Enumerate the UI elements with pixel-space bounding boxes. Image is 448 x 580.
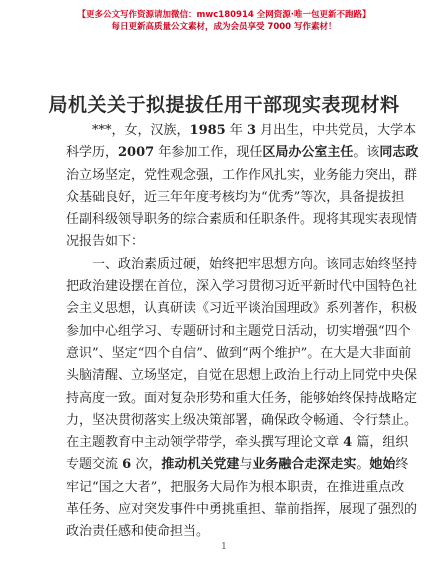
text-run: 月出生，中共党员，大学本 bbox=[256, 123, 417, 138]
bold-text: 2007 bbox=[118, 145, 155, 161]
bold-text: 她始 bbox=[369, 457, 396, 473]
bold-text: 区局办公室主任 bbox=[262, 145, 354, 161]
text-run: 革任务、应对突发事件中勇挑重担、靠前指挥，展现了强烈的 bbox=[66, 502, 418, 518]
bold-text: 推动机关党建 bbox=[161, 457, 240, 473]
paragraph bbox=[66, 120, 419, 254]
text-run: 意识”、坚定“四个自信”、做到“两个维护”。在大是大非面前 bbox=[66, 345, 412, 361]
text-line bbox=[66, 477, 405, 499]
text-line bbox=[66, 499, 418, 521]
text-run: ***，女，汉族， bbox=[92, 123, 190, 138]
text-run: 专题交流 bbox=[66, 457, 123, 473]
text-run: 。该 bbox=[353, 145, 380, 161]
indent bbox=[66, 123, 92, 138]
text-run: 。 bbox=[356, 457, 370, 473]
page-number: 1 bbox=[221, 542, 227, 552]
text-line bbox=[66, 343, 412, 365]
paragraph bbox=[66, 254, 418, 544]
text-line bbox=[66, 187, 405, 209]
text-run: 在主题教育中主动领学带学，牵头撰写理论文章 bbox=[66, 435, 344, 451]
text-run: 与 bbox=[239, 457, 253, 473]
text-run: 持高度一致。面对复杂形势和重大任务，能够始终保持战略定 bbox=[66, 390, 418, 406]
text-line bbox=[66, 298, 418, 320]
bold-text: 1985 bbox=[189, 123, 226, 138]
text-line bbox=[66, 231, 386, 253]
text-run: 况报告如下： bbox=[66, 234, 145, 250]
text-line bbox=[66, 276, 418, 298]
text-line bbox=[66, 321, 411, 343]
text-line bbox=[66, 410, 418, 432]
text-run: 把政治建设摆在首位，深入学习贯彻习近平新时代中国特色社 bbox=[66, 279, 418, 295]
document-body bbox=[66, 120, 419, 544]
text-run: 终 bbox=[395, 457, 409, 473]
document-title: 局机关关于拟提拔任用干部现实表现材料 bbox=[48, 94, 400, 116]
text-line bbox=[66, 388, 418, 410]
text-run: 会主义思想，认真研读《习近平谈治国理政》系列著作，积极 bbox=[66, 301, 418, 317]
text-line bbox=[66, 365, 418, 387]
text-run: 年 bbox=[225, 123, 247, 138]
text-line bbox=[66, 120, 417, 142]
bold-text: 同志政 bbox=[379, 145, 419, 161]
text-run: 次， bbox=[131, 457, 162, 473]
text-run: 政治责任感和使命担当。 bbox=[66, 524, 210, 540]
header-banner-line-2: 每日更新高质量公文素材，成为会员享受 7000 写作素材！ bbox=[111, 22, 337, 32]
text-run: 科学历， bbox=[66, 145, 119, 161]
header-banner-line-1: 【更多公文写作资源请加微信：mwc180914 全网资源·唯一包更新不跑路】 bbox=[77, 10, 371, 20]
text-line bbox=[66, 454, 409, 476]
bold-text: 业务融合走深走实 bbox=[252, 457, 357, 473]
text-run: 参加中心组学习、专题研讨和主题党日活动，切实增强“四个 bbox=[66, 323, 411, 339]
text-line bbox=[66, 254, 418, 276]
bold-text: 4 bbox=[343, 435, 353, 451]
text-run: 众基础良好，近三年年度考核均为“优秀”等次，具备提拔担 bbox=[66, 189, 405, 205]
text-run: 一、政治素质过硬，始终把牢思想方向。该同志始终坚持 bbox=[66, 256, 418, 272]
text-line bbox=[66, 165, 418, 187]
text-run: 牢记“国之大者”，把服务大局作为根本职责，在推进重点改 bbox=[66, 479, 405, 495]
text-line bbox=[66, 209, 418, 231]
text-line bbox=[66, 142, 419, 164]
text-run: 任副科级领导职务的综合素质和任职条件。现将其现实表现情 bbox=[66, 212, 418, 228]
text-run: 力，坚决贯彻落实上级决策部署，确保政令畅通、令行禁止。 bbox=[66, 412, 418, 428]
text-run: 治立场坚定，党性观念强，工作作风扎实，业务能力突出，群 bbox=[66, 167, 418, 183]
text-run: 头脑清醒、立场坚定，自觉在思想上政治上行动上同党中央保 bbox=[66, 368, 418, 384]
text-line bbox=[66, 432, 409, 454]
text-line bbox=[66, 521, 386, 543]
bold-text: 6 bbox=[122, 457, 132, 473]
text-run: 篇，组织 bbox=[352, 435, 409, 451]
text-run: 年参加工作，现任 bbox=[154, 145, 263, 161]
bold-text: 3 bbox=[246, 123, 257, 138]
